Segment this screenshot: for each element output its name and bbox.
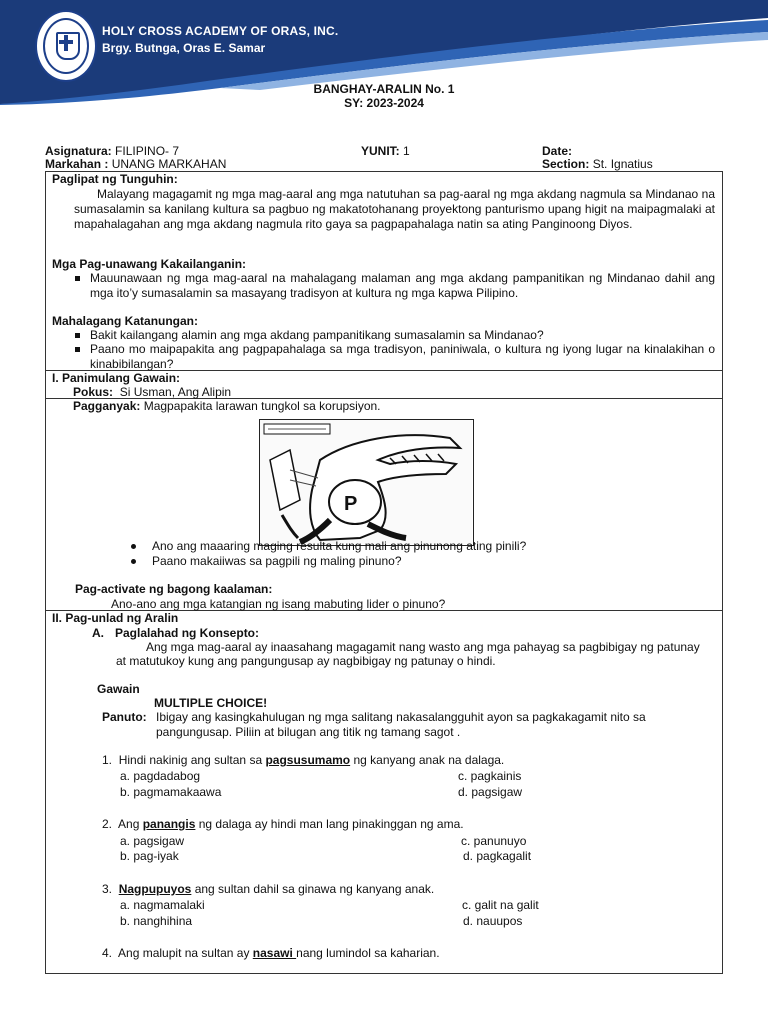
question-number: 1.: [102, 753, 113, 767]
bullet-dot-icon: [131, 559, 136, 564]
underlined-word: Nagpupuyos: [118, 882, 192, 896]
pagganyak-question: Ano ang maaaring maging resulta kung mali ang pinunong ating pinili?: [152, 539, 527, 553]
question-text-after: ng kanyang anak na dalaga.: [350, 753, 505, 767]
pagganyak-row: [73, 399, 381, 414]
cross-icon: [64, 35, 68, 51]
section-label: Section:: [542, 157, 590, 171]
question-text-after: ng dalaga ay hindi man lang pinakinggan ng ama.: [195, 817, 464, 831]
concept-line-2: at matutukoy kung ang pangungusap ay nagbibigay ng patunay o hindi.: [116, 654, 496, 668]
question-number: 3.: [102, 882, 113, 896]
bullet-square-icon: [75, 276, 80, 281]
yunit-label: YUNIT:: [361, 144, 400, 158]
panuto-line-2: pangungusap. Piliin at bilugan ang titik ng tamang sagot .: [156, 725, 461, 739]
pokus-row: [73, 385, 231, 400]
choice-b[interactable]: b. nanghihina: [120, 914, 193, 928]
date-label: Date:: [542, 144, 573, 158]
choice-d[interactable]: d. nauupos: [463, 914, 523, 928]
question-4: [102, 946, 440, 961]
question-text-before: Hindi nakinig ang sultan sa: [118, 753, 266, 767]
pagunawa-heading: Mga Pag-unawang Kakailanganin:: [52, 257, 247, 271]
asignatura-label: Asignatura:: [45, 144, 112, 158]
section-row: [542, 157, 653, 171]
question-number: 2.: [102, 817, 113, 831]
school-name: HOLY CROSS ACADEMY OF ORAS, INC.: [102, 24, 339, 38]
underlined-word: nasawi: [252, 946, 297, 960]
activate-question: Ano-ano ang mga katangian ng isang mabuting lider o pinuno?: [111, 597, 446, 611]
asignatura-row: [45, 144, 179, 158]
lesson-title: BANGHAY-ARALIN No. 1: [313, 82, 455, 96]
shield-icon: [56, 32, 80, 60]
katanungan-item: Bakit kailangang alamin ang mga akdang pampanitikang sumasalamin sa Mindanao?: [90, 328, 544, 342]
svg-text:P: P: [344, 493, 358, 515]
question-3: [102, 882, 434, 897]
pagganyak-question: Paano makaiiwas sa pagpili ng maling pinuno?: [152, 554, 402, 568]
underlined-word: pagsusumamo: [265, 753, 351, 767]
question-text-after: nang lumindol sa kaharian.: [296, 946, 440, 960]
pokus-label: Pokus:: [73, 385, 114, 399]
section-value: St. Ignatius: [592, 157, 653, 171]
choice-c[interactable]: c. pagkainis: [458, 769, 522, 783]
markahan-label: Markahan :: [45, 157, 109, 171]
question-text-before: Ang malupit na sultan ay: [118, 946, 253, 960]
activate-heading: Pag-activate ng bagong kaalaman:: [75, 582, 273, 596]
markahan-row: [45, 157, 226, 171]
subsection-letter: A.: [92, 626, 104, 640]
cartoon-drawing: [260, 420, 472, 544]
pagganyak-value: Magpapakita larawan tungkol sa korupsiyon.: [143, 399, 381, 413]
gawain-label: Gawain: [97, 682, 140, 696]
question-number: 4.: [102, 946, 113, 960]
mc-title: MULTIPLE CHOICE!: [154, 696, 268, 710]
katanungan-heading: Mahalagang Katanungan:: [52, 314, 199, 328]
corruption-cartoon-illustration: [259, 419, 474, 546]
bullet-square-icon: [75, 333, 80, 338]
question-text-after: ang sultan dahil sa ginawa ng kanyang anak.: [191, 882, 435, 896]
yunit-value: 1: [403, 144, 410, 158]
subsection-heading: Paglalahad ng Konsepto:: [115, 626, 260, 640]
panuto-label: Panuto:: [102, 710, 147, 724]
question-text-before: Ang: [118, 817, 143, 831]
bullet-square-icon: [75, 347, 80, 352]
concept-line-1: Ang mga mag-aaral ay inaasahang magagamit nang wasto ang mga pahayag sa pagbibigay ng patunay: [146, 640, 700, 654]
paglipat-heading: Paglipat ng Tunguhin:: [52, 172, 178, 186]
school-address: Brgy. Butnga, Oras E. Samar: [102, 41, 266, 55]
panimulang-heading: I. Panimulang Gawain:: [52, 371, 181, 385]
date-row: [542, 144, 572, 158]
pagunawa-item: Mauunawaan ng mga mag-aaral na mahalagang malaman ang mga akdang pampanitikan ng Mindanao dahil ang mga ito’y sumasalamin sa masayang tradisyon at kultura ng mga kapwa Pilipino.: [90, 271, 715, 300]
pagganyak-label: Pagganyak:: [73, 399, 141, 413]
choice-b[interactable]: b. pag-iyak: [120, 849, 179, 863]
markahan-value: UNANG MARKAHAN: [111, 157, 227, 171]
panuto-line-1: Ibigay ang kasingkahulugan ng mga salitang nakasalangguhit ayon sa pagkakagamit nito sa: [156, 710, 646, 724]
question-2: [102, 817, 464, 832]
choice-a[interactable]: a. nagmamalaki: [120, 898, 205, 912]
choice-c[interactable]: c. galit na galit: [462, 898, 539, 912]
pagunlad-heading: II. Pag-unlad ng Aralin: [52, 611, 179, 625]
choice-d[interactable]: d. pagsigaw: [458, 785, 523, 799]
asignatura-value: FILIPINO- 7: [115, 144, 180, 158]
paglipat-body: Malayang magagamit ng mga mag-aaral ang mga natutuhan sa pag-aaral ng mga akdang nagmula sa Mindanao na sumasalamin sa kanilang kultura sa pagbuo ng makatotohanang proyektong panturismo upang higit na maipagmalaki at mapahalagahan ang mga akdang nagmula rito gaya sa pagpapahalaga natin sa ating Panginoong Diyos.: [74, 187, 715, 231]
school-seal-icon: [35, 10, 97, 82]
choice-a[interactable]: a. pagdadabog: [120, 769, 201, 783]
underlined-word: panangis: [142, 817, 196, 831]
choice-c[interactable]: c. panunuyo: [461, 834, 527, 848]
choice-a[interactable]: a. pagsigaw: [120, 834, 185, 848]
choice-b[interactable]: b. pagmamakaawa: [120, 785, 222, 799]
katanungan-item: Paano mo maipapakita ang pagpapahalaga sa mga tradisyon, paniniwala, o kultura ng iyong lugar na kinalakihan o kinabibilangan?: [90, 342, 715, 371]
yunit-row: [361, 144, 410, 158]
pokus-value: Si Usman, Ang Alipin: [119, 385, 232, 399]
bullet-dot-icon: [131, 544, 136, 549]
school-year: SY: 2023-2024: [344, 96, 424, 110]
choice-d[interactable]: d. pagkagalit: [463, 849, 532, 863]
question-1: [102, 753, 504, 768]
